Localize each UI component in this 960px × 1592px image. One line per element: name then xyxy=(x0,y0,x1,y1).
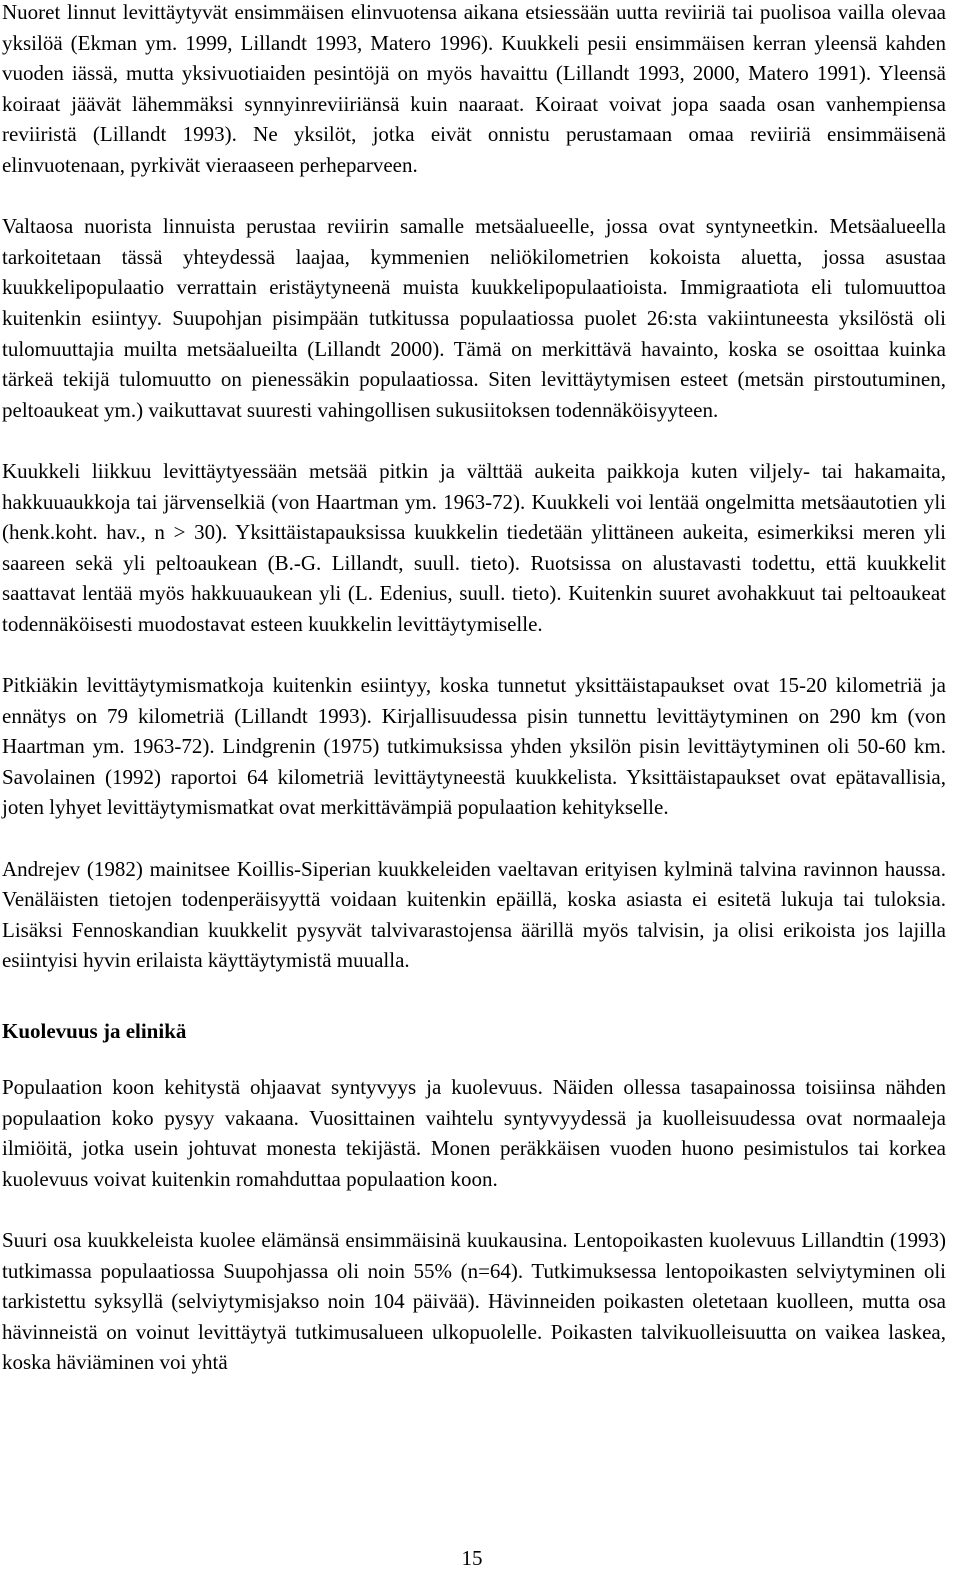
paragraph-natal-forest: Valtaosa nuorista linnuista perustaa reviirin samalle metsäalueelle, jossa ovat syntyneetkin. Metsäalueella tarkoitetaan tässä yhteydessä laajaa, kymmenien neliökilometrien kokoista aluetta, jossa asustaa kuukkelipopulaatio verrattain eristäytyneenä muista kuukkelipopulaatioista. Immigraatiota eli tulomuuttoa kuitenkin esiintyy. Suupohjan pisimpään tutkitussa populaatiossa puolet 26:sta vakiintuneesta yksilöstä oli tulomuuttajia muilta metsäalueilta (Lillandt 2000). Tämä on merkittävä havainto, koska se osoittaa kuinka tärkeä tekijä tulomuutto on pienessäkin populaatiossa. Siten levittäytymisen esteet (metsän pirstoutuminen, peltoaukeat ym.) vaikuttavat suuresti vahingollisen sukusiitoksen todennäköisyyteen. xyxy=(2,214,946,422)
paragraph-juvenile-dispersal: Nuoret linnut levittäytyvät ensimmäisen elinvuotensa aikana etsiessään uutta reviiriä tai puolisoa vailla olevaa yksilöä (Ekman ym. 1999, Lillandt 1993, Matero 1996). Kuukkeli pesii ensimmäisen kerran yleensä kahden vuoden iässä, mutta yksivuotiaiden pesintöjä on myös havaittu (Lillandt 1993, 2000, Matero 1991). Yleensä koiraat jäävät lähemmäksi synnyinreviiriänsä kuin naaraat. Koiraat voivat jopa saada osan vanhempiensa reviiristä (Lillandt 1993). Ne yksilöt, jotka eivät onnistu perustamaan omaa reviiriä ensimmäisenä elinvuotenaan, pyrkivät vieraaseen perheparveen. xyxy=(2,0,946,177)
section-heading: Kuolevuus ja elinikä xyxy=(2,1019,187,1043)
paragraph-movement-barriers: Kuukkeli liikkuu levittäytyessään metsää pitkin ja välttää aukeita paikkoja kuten viljely- tai hakamaita, hakkuuaukkoja tai järvenselkiä (von Haartman ym. 1963-72). Kuukkeli voi lentää ongelmitta metsäautotien yli (henk.koht. hav., n > 30). Yksittäistapauksissa kuukkelin tiedetään ylittäneen aukeita, esimerkiksi meren yli saareen sekä yli peltoaukean (B.-G. Lillandt, suull. tieto). Ruotsissa on alustavasti todettu, että kuukkelit saattavat lentää myös hakkuuaukean yli (L. Edenius, suull. tieto). Kuitenkin suuret avohakkuut tai peltoaukeat todennäköisesti muodostavat esteen kuukkelin levittäytymiselle. xyxy=(2,458,946,636)
paragraph-juvenile-mortality: Suuri osa kuukkeleista kuolee elämänsä ensimmäisinä kuukausina. Lentopoikasten kuolevuus Lillandtin (1993) tutkimassa populaatiossa Suupohjassa oli noin 55% (n=64). Tutkimuksessa lentopoikasten selviytyminen oli tarkistettu syksyllä (selviytymisjakso noin 104 päivää). Hävinneiden poikasten oletetaan kuolleen, mutta osa hävinneistä on voinut levittäytyä tutkimusalueen ulkopuolelle. Poikasten talvikuolleisuutta on vaikea laskea, koska häviäminen voi yhtä xyxy=(2,1227,946,1375)
paragraph-siberian-migration: Andrejev (1982) mainitsee Koillis-Siperian kuukkeleiden vaeltavan erityisen kylminä talvina ravinnon haussa. Venäläisten tietojen todenperäisyyttä voidaan kuitenkin epäillä, koska asiasta ei esitetä lukuja tai tuloksia. Lisäksi Fennoskandian kuukkelit pysyvät talvivarastojensa äärillä myös talvisin, ja olisi erikoista jos lajilla esiintyisi hyvin erilaista käyttäytymistä muualla. xyxy=(2,856,946,973)
paragraph-dispersal-distances: Pitkiäkin levittäytymismatkoja kuitenkin esiintyy, koska tunnetut yksittäistapaukset ovat 15-20 kilometriä ja ennätys on 79 kilometriä (Lillandt 1993). Kirjallisuudessa pisin tunnettu levittäytyminen on 290 km (von Haartman ym. 1963-72). Lindgrenin (1975) tutkimuksissa yhden yksilön pisin levittäytyminen oli 50-60 km. Savolainen (1992) raportoi 64 kilometriä levittäytyneestä kuukkelista. Yksittäistapaukset ovat epätavallisia, joten lyhyet levittäytymismatkat ovat merkittävämpiä populaation kehitykselle. xyxy=(2,673,946,820)
paragraph-population-dynamics: Populaation koon kehitystä ohjaavat syntyvyys ja kuolevuus. Näiden ollessa tasapainossa toisiinsa nähden populaation koko pysyy vakaana. Vuosittainen vaihtelu syntyvyydessä ja kuolleisuudessa ovat normaaleja ilmiöitä, jotka usein johtuvat monesta tekijästä. Monen peräkkäisen vuoden huono pesimistulos tai korkea kuolevuus voivat kuitenkin romahduttaa populaation koon. xyxy=(2,1075,946,1191)
document-page xyxy=(2,0,946,1378)
page-number: 15 xyxy=(461,1546,483,1570)
